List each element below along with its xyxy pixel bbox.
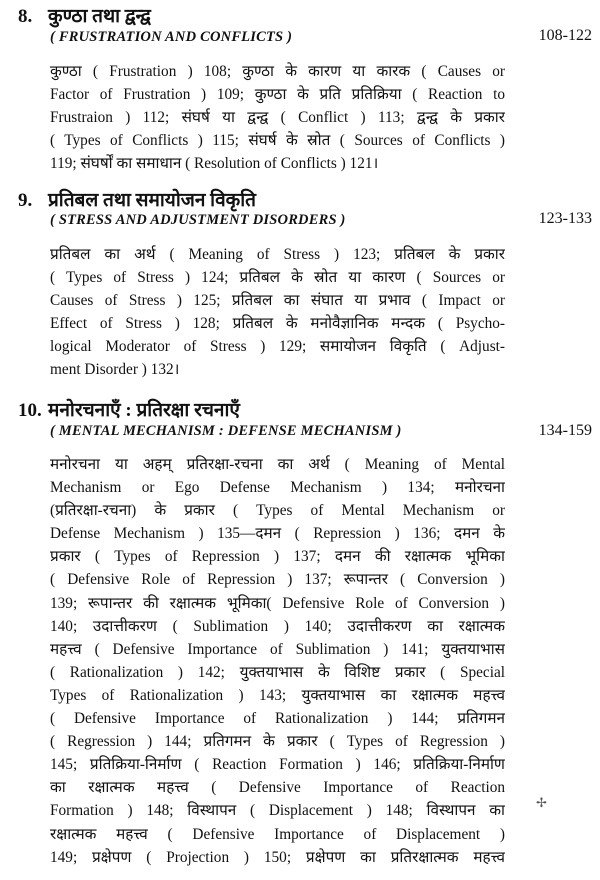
contents-line: ( Types of Conflicts ) 115; संघर्ष के स्रोत ( Sources of Conflicts ) xyxy=(50,132,505,150)
chapter-number: 8. xyxy=(18,6,33,27)
contents-line: रक्षात्मक महत्त्व ( Defensive Importance of Displacement ) xyxy=(50,825,505,843)
chapter-page-range: 134-159 xyxy=(538,422,592,439)
contents-line: Formation ) 148; विस्थापन ( Displacement ) 148; विस्थापन का xyxy=(50,802,505,820)
chapter-heading xyxy=(18,2,151,28)
contents-line: 149; प्रक्षेपण ( Projection ) 150; प्रक्षेपण का प्रतिरक्षात्मक महत्त्व xyxy=(50,848,505,866)
contents-line: 140; उदात्तीकरण ( Sublimation ) 140; उदात्तीकरण का रक्षात्मक xyxy=(50,617,505,635)
contents-line: 119; संघर्षों का समाधान ( Resolution of Conflicts ) 121। xyxy=(50,155,379,173)
chapter-title-english: ( FRUSTRATION AND CONFLICTS ) xyxy=(50,29,293,45)
chapter-contents xyxy=(50,60,505,175)
contents-line: प्रतिबल का अर्थ ( Meaning of Stress ) 123; प्रतिबल के प्रकार xyxy=(50,246,505,263)
contents-line: ( Regression ) 144; प्रतिगमन के प्रकार ( Types of Regression ) xyxy=(50,733,505,751)
contents-line: ( Defensive Role of Repression ) 137; रूपान्तर ( Conversion ) xyxy=(50,571,505,589)
contents-line: Defense Mechanism ) 135—दमन ( Repression ) 136; दमन के xyxy=(50,525,505,543)
chapter-number: 9. xyxy=(18,190,33,211)
contents-line: 139; रूपान्तर की रक्षात्मक भूमिका( Defensive Role of Conversion ) xyxy=(50,594,505,612)
contents-line: Frustraion ) 112; संघर्ष या द्वन्द्व ( Conflict ) 113; द्वन्द्व के प्रकार xyxy=(50,109,505,127)
contents-line: ( Defensive Importance of Rationalization ) 144; प्रतिगमन xyxy=(50,710,505,728)
contents-line: 145; प्रतिक्रिया-निर्माण ( Reaction Formation ) 146; प्रतिक्रिया-निर्माण xyxy=(50,756,505,774)
contents-line: कुण्ठा ( Frustration ) 108; कुण्ठा के कारण या कारक ( Causes or xyxy=(50,63,505,80)
contents-line: logical Moderator of Stress ) 129; समायोजन विकृति ( Adjust- xyxy=(50,338,505,356)
chapter-number: 10. xyxy=(18,400,42,421)
contents-line: Types of Rationalization ) 143; युक्तयाभास का रक्षात्मक महत्त्व xyxy=(50,686,505,704)
contents-line: का रक्षात्मक महत्त्व ( Defensive Importance of Reaction xyxy=(50,779,505,797)
contents-line: ( Types of Stress ) 124; प्रतिबल के स्रोत या कारण ( Sources or xyxy=(50,269,505,287)
chapter-page-range: 123-133 xyxy=(538,210,592,227)
margin-mark: ✢ xyxy=(536,795,547,810)
chapter-title-hindi: प्रतिबल तथा समायोजन विकृति xyxy=(48,190,256,211)
contents-line: महत्त्व ( Defensive Importance of Sublimation ) 141; युक्तयाभास xyxy=(50,640,505,658)
contents-line: Causes of Stress ) 125; प्रतिबल का संघात या प्रभाव ( Impact or xyxy=(50,292,505,310)
contents-line: Effect of Stress ) 128; प्रतिबल के मनोवैज्ञानिक मन्दक ( Psycho- xyxy=(50,315,505,333)
chapter-heading xyxy=(18,396,240,422)
chapter-title-hindi: कुण्ठा तथा द्वन्द्व xyxy=(48,6,151,27)
contents-line: ( Rationalization ) 142; युक्तयाभास के विशिष्ट प्रकार ( Special xyxy=(50,663,505,681)
contents-line: Factor of Frustration ) 109; कुण्ठा के प्रति प्रतिक्रिया ( Reaction to xyxy=(50,86,505,104)
chapter-contents xyxy=(50,453,505,869)
chapter-title-hindi: मनोरचनाएँ : प्रतिरक्षा रचनाएँ xyxy=(48,400,240,421)
chapter-contents xyxy=(50,243,505,382)
contents-line: मनोरचना या अहम् प्रतिरक्षा-रचना का अर्थ ( Meaning of Mental xyxy=(50,456,505,473)
contents-line: ment Disorder ) 132। xyxy=(50,361,180,379)
contents-line: (प्रतिरक्षा-रचना) के प्रकार ( Types of Mental Mechanism or xyxy=(50,502,505,520)
chapter-title-english: ( MENTAL MECHANISM : DEFENSE MECHANISM ) xyxy=(50,423,402,439)
contents-line: प्रकार ( Types of Repression ) 137; दमन की रक्षात्मक भूमिका xyxy=(50,548,505,566)
chapter-heading xyxy=(18,186,256,212)
chapter-title-english: ( STRESS AND ADJUSTMENT DISORDERS ) xyxy=(50,212,346,228)
chapter-page-range: 108-122 xyxy=(538,27,592,44)
contents-line: Mechanism or Ego Defense Mechanism ) 134; मनोरचना xyxy=(50,479,505,497)
